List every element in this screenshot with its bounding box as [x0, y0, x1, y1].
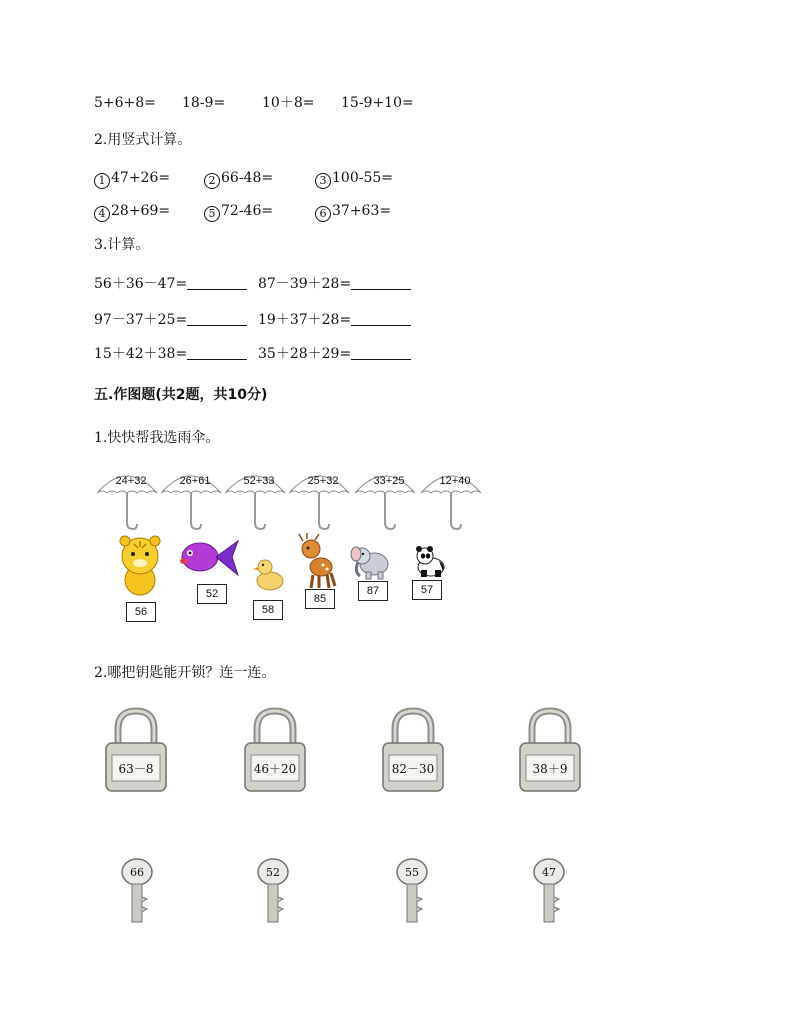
q3-expr: 87－39＋28=	[258, 276, 352, 292]
q2-item	[94, 169, 170, 189]
number-box[interactable]: 57	[412, 580, 442, 600]
key-label: 55	[405, 866, 419, 879]
q3-item	[258, 275, 411, 293]
deer-icon	[297, 533, 343, 589]
circled-number: 2	[204, 173, 220, 189]
lock-icon[interactable]	[243, 707, 307, 793]
number-box[interactable]: 52	[197, 584, 227, 604]
number-box[interactable]: 87	[358, 581, 388, 601]
q2-item	[315, 202, 391, 222]
q2-expr: 37+63=	[332, 203, 392, 219]
elephant-icon	[350, 542, 394, 580]
umbrella-label: 25+32	[307, 475, 339, 487]
circled-number: 5	[204, 206, 220, 222]
q3-title: 3.计算。	[94, 237, 150, 253]
q3-item	[258, 311, 411, 329]
q2-item	[315, 169, 393, 189]
q2-expr: 47+26=	[111, 170, 171, 186]
q3-expr: 56＋36－47=	[94, 276, 188, 292]
key-label: 47	[542, 866, 556, 879]
q3-expr: 15＋42＋38=	[94, 346, 188, 362]
q3-item	[94, 275, 247, 293]
lock-label: 38＋9	[532, 762, 568, 776]
q3-expr: 97－37＋25=	[94, 312, 188, 328]
answer-blank[interactable]	[187, 312, 247, 326]
q3-item	[94, 345, 247, 363]
lock-label: 46＋20	[253, 762, 297, 776]
lock-icon[interactable]	[381, 707, 445, 793]
q2-item	[204, 169, 273, 189]
umbrella-label: 12+40	[439, 475, 471, 487]
answer-blank[interactable]	[351, 312, 411, 326]
panda-icon	[413, 544, 449, 578]
q2-expr: 28+69=	[111, 203, 171, 219]
answer-blank[interactable]	[351, 276, 411, 290]
lock-icon[interactable]	[518, 707, 582, 793]
circled-number: 1	[94, 173, 110, 189]
q2-expr: 72-46=	[221, 203, 274, 219]
answer-blank[interactable]	[351, 346, 411, 360]
p1-title: 1.快快帮我选雨伞。	[94, 430, 220, 446]
number-box[interactable]: 85	[305, 589, 335, 609]
fish-icon	[176, 535, 240, 579]
umbrella-label: 26+61	[179, 475, 211, 487]
umbrella-label: 24+32	[115, 475, 147, 487]
q2-expr: 100-55=	[332, 170, 393, 186]
circled-number: 3	[315, 173, 331, 189]
expr-1: 5+6+8=	[94, 95, 156, 111]
tiger-icon	[112, 532, 168, 598]
lock-label: 63－8	[118, 762, 154, 776]
expr-3: 10＋8=	[262, 95, 315, 111]
q2-expr: 66-48=	[221, 170, 274, 186]
duck-icon	[252, 556, 286, 592]
q3-item	[94, 311, 247, 329]
lock-label: 82－30	[391, 762, 435, 776]
answer-blank[interactable]	[187, 346, 247, 360]
umbrella-label: 33+25	[373, 475, 405, 487]
q2-title: 2.用竖式计算。	[94, 132, 192, 148]
expr-4: 15-9+10=	[341, 95, 414, 111]
q3-expr: 19＋37＋28=	[258, 312, 352, 328]
q2-item	[204, 202, 273, 222]
q3-expr: 35＋28＋29=	[258, 346, 352, 362]
number-box[interactable]: 56	[126, 602, 156, 622]
umbrella-label: 52+33	[243, 475, 275, 487]
number-box[interactable]: 58	[253, 600, 283, 620]
key-label: 66	[130, 866, 144, 879]
key-label: 52	[266, 866, 280, 879]
section-title: 五.作图题(共2题，共10分)	[94, 387, 268, 403]
answer-blank[interactable]	[187, 276, 247, 290]
circled-number: 6	[315, 206, 331, 222]
circled-number: 4	[94, 206, 110, 222]
p2-title: 2.哪把钥匙能开锁？连一连。	[94, 665, 276, 681]
q3-item	[258, 345, 411, 363]
expr-2: 18-9=	[182, 95, 226, 111]
lock-icon[interactable]	[104, 707, 168, 793]
q2-item	[94, 202, 170, 222]
